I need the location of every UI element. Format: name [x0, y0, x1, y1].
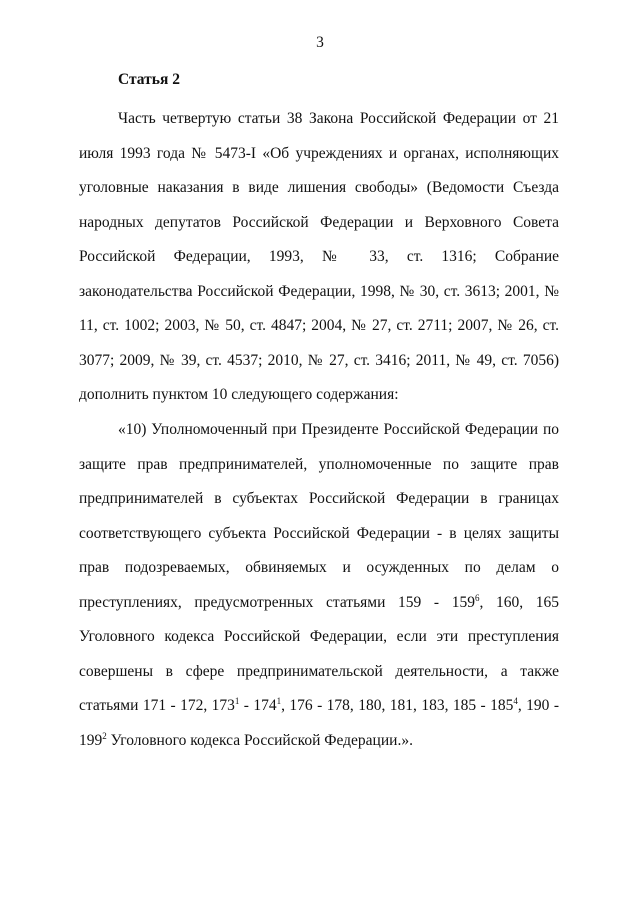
superscript-b: 1 — [234, 696, 240, 706]
paragraph-2-text-a: «10) Уполномоченный при Президенте Российской Федерации по защите прав предпринимателей, уполномоченные по защите прав предпринимателей в субъектах Российской Федерации в границах соответствующего субъекта Российской Федерации - в целях защиты прав подозреваемых, обвиняемых и осужденных по делам о преступлениях, предусмотренных статьями 159 - 159 — [79, 421, 559, 611]
paragraph-2-text-e: , 190 - 199 — [79, 697, 560, 749]
paragraph-2-text-c: - 174 — [239, 697, 277, 714]
article-paragraph-1: Часть четвертую статьи 38 Закона Российской Федерации от 21 июля 1993 года № 5473-I «Об учреждениях и органах, исполняющих уголовные наказания в виде лишения свободы» (Ведомости Съезда народных депутатов Российской Федерации и Верховного Совета Российской Федерации, 1993, № 33, ст. 1316; Собрание законодательства Российской Федерации, 1998, № 30, ст. 3613; 2001, № 11, ст. 1002; 2003, № 50, ст. 4847; 2004, № 27, ст. 2711; 2007, № 26, ст. 3077; 2009, № 39, ст. 4537; 2010, № 27, ст. 3416; 2011, № 49, ст. 7056) дополнить пунктом 10 следующего содержания: — [79, 110, 559, 403]
superscript-c: 1 — [276, 696, 282, 706]
superscript-a: 6 — [474, 592, 480, 603]
paragraph-2-text-d: , 176 - 178, 180, 181, 183, 185 - 185 — [281, 697, 514, 714]
paragraph-2-text-b: , 160, 165 Уголовного кодекса Российской Федерации, если эти преступления совершены в сфере предпринимательской деятельности, а также статьями 171 - 172, 173 — [79, 593, 559, 714]
page-number: 3 — [316, 34, 324, 51]
article-paragraph-2 — [79, 413, 559, 758]
superscript-e: 2 — [102, 730, 107, 741]
superscript-d: 4 — [513, 696, 518, 706]
paragraph-2-text-f: Уголовного кодекса Российской Федерации.». — [106, 731, 413, 749]
article-heading: Статья 2 — [118, 71, 180, 88]
